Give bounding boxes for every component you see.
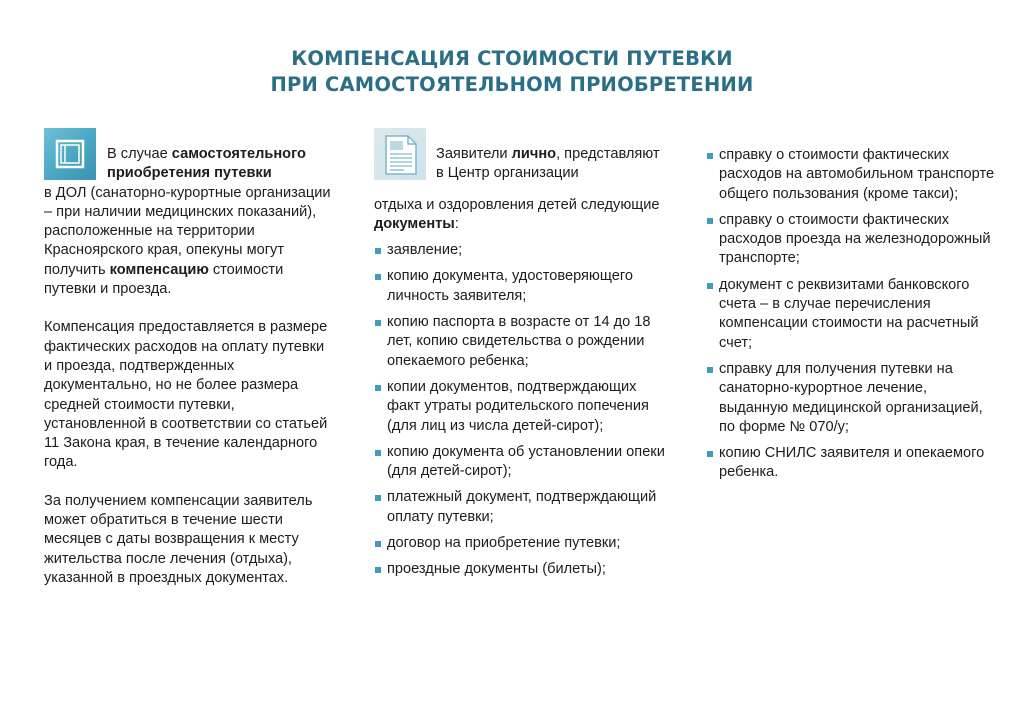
list-item: копии документов, подтверждающих факт утраты родительского попечения (для лиц из числа детей-сирот); — [374, 378, 669, 436]
column-2-header — [374, 128, 669, 184]
paragraph-1 — [44, 184, 334, 300]
intro-text: Заявители — [436, 146, 512, 162]
intro-bold-text: лично — [511, 146, 557, 162]
paragraph-3: За получением компенсации заявитель может обратиться в течение шести месяцев с даты возвращения к месту жительства после лечения (отдыха), указанной в проездных документах. — [44, 492, 313, 586]
list-item: договор на приобретение путевки; — [374, 534, 669, 553]
paragraph-2: Компенсация предоставляется в размере фактических расходов на оплату путевки и проезда, подтвержденных документально, но не более размера средней стоимости путевки, установленной в соответствии со статьей 11 Закона края, в течение календарного года. — [44, 319, 328, 471]
list-item: копию документа об установлении опеки (для детей-сирот); — [374, 443, 669, 482]
page-title — [0, 46, 1024, 98]
list-item: проездные документы (билеты); — [374, 560, 669, 579]
window-frame-icon — [44, 128, 96, 180]
lead-bold: документы — [374, 215, 455, 232]
documents-list — [374, 241, 669, 579]
title-line-1: КОМПЕНСАЦИЯ СТОИМОСТИ ПУТЕВКИ — [291, 47, 733, 70]
list-item: платежный документ, подтверждающий оплату путевки; — [374, 488, 669, 527]
documents-lead — [374, 196, 669, 235]
list-item: справку о стоимости фактических расходов проезда на железнодорожный транспорте; — [706, 211, 996, 269]
list-item: заявление; — [374, 241, 669, 260]
intro-text: В случае — [107, 146, 172, 162]
paragraph-1-text-a: в ДОЛ (санаторно-курортные организации – при наличии медицинских показаний), расположенные на территории Красноярского края, опекуны могут получить — [44, 184, 331, 278]
paragraph-1-text-b: стоимости путевки и проезда. — [44, 261, 284, 298]
title-line-2: ПРИ САМОСТОЯТЕЛЬНОМ ПРИОБРЕТЕНИИ — [270, 73, 754, 96]
list-item: копию документа, удостоверяющего личность заявителя; — [374, 267, 669, 306]
list-item: копию паспорта в возрасте от 14 до 18 лет, копию свидетельства о рождении опекаемого ребенка; — [374, 313, 669, 371]
lead-colon: : — [454, 215, 459, 232]
document-icon — [374, 128, 426, 180]
column-documents — [374, 128, 669, 587]
column-1-header — [44, 128, 334, 184]
column-2-intro — [436, 128, 669, 184]
paragraph-1-bold: компенсацию — [109, 261, 209, 278]
documents-list-continued — [706, 146, 996, 483]
list-item: справку для получения путевки на санаторно-курортное лечение, выданную медицинской организацией, по форме № 070/у; — [706, 360, 996, 437]
list-item: справку о стоимости фактических расходов на автомобильном транспорте общего пользования (кроме такси); — [706, 146, 996, 204]
column-compensation-info — [44, 128, 334, 588]
lead-text: отдыха и оздоровления детей следующие — [374, 196, 660, 213]
intro-bold-text: самостоятельного приобретения путевки — [107, 146, 306, 182]
column-1-intro — [107, 128, 334, 184]
list-item: документ с реквизитами банковского счета – в случае перечисления компенсации стоимости на расчетный счет; — [706, 276, 996, 353]
intro-text-end: , представляют в Центр организации — [436, 146, 660, 182]
column-documents-continued — [706, 146, 996, 490]
list-item: копию СНИЛС заявителя и опекаемого ребенка. — [706, 444, 996, 483]
